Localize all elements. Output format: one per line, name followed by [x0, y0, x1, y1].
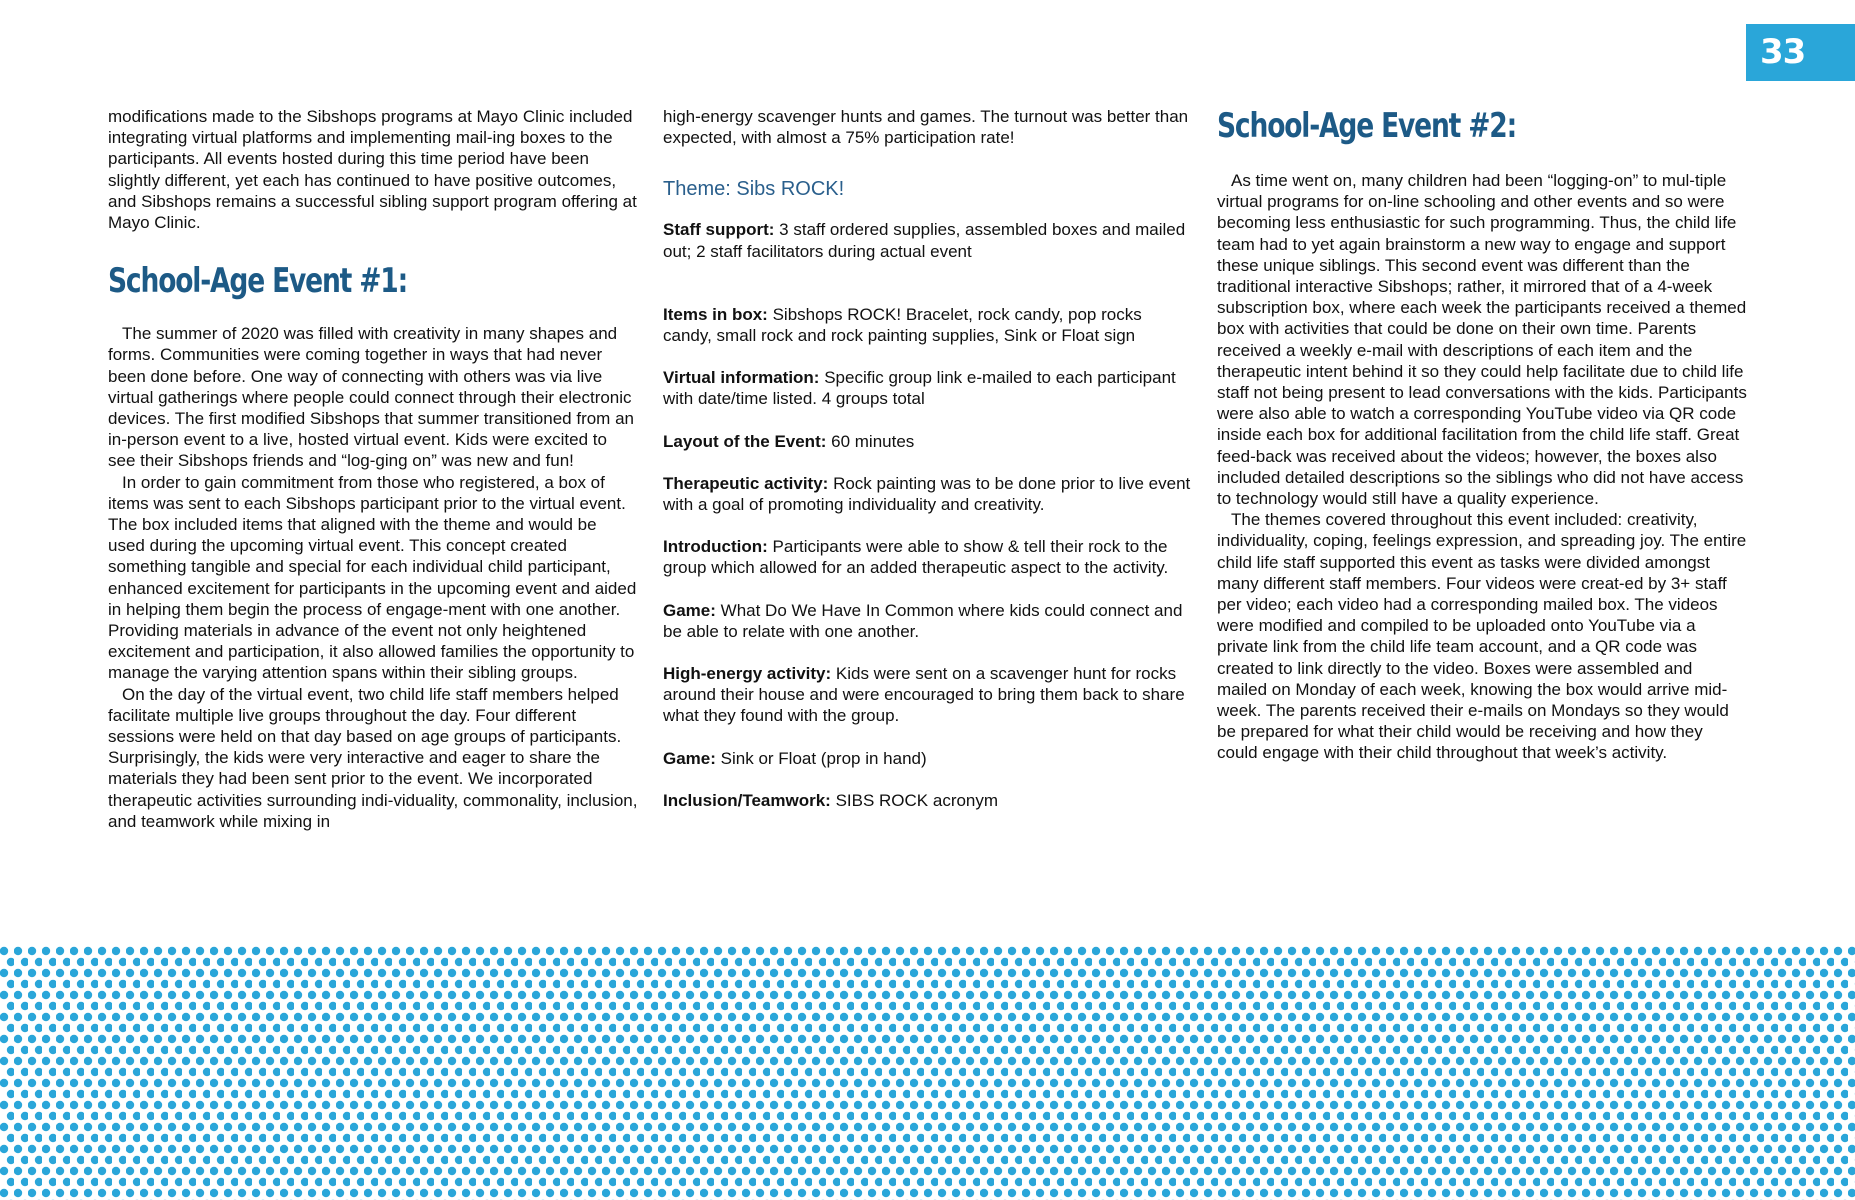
detail-item	[663, 473, 1193, 515]
detail-text: 3 staff ordered supplies, assembled boxes and mailed out; 2 staff facilitators during actual event	[663, 220, 1186, 261]
detail-text: Kids were sent on a scavenger hunt for rocks around their house and were encouraged to bring them back to share what they found with the group.	[663, 664, 1185, 726]
page-number: 33	[1746, 24, 1855, 81]
detail-item	[663, 790, 1193, 811]
detail-item	[663, 367, 1193, 409]
detail-item	[663, 663, 1193, 727]
detail-label: Layout of the Event:	[663, 431, 827, 451]
intro-paragraph: modifications made to the Sibshops programs at Mayo Clinic included integrating virtual platforms and implementing mail-ing boxes to the participants. All events hosted during this time period have been slightly different, yet each has continued to have positive outcomes, and Sibshops remains a successful sibling support program offering at Mayo Clinic.	[108, 107, 637, 233]
detail-item	[663, 304, 1193, 346]
detail-text: Sibshops ROCK! Bracelet, rock candy, pop rocks candy, small rock and rock painting supplies, Sink or Float sign	[663, 304, 1142, 346]
dot-pattern-decoration	[0, 946, 1855, 1200]
event2-paragraph-2: The themes covered throughout this event included: creativity, individuality, coping, feelings expression, and spreading joy. The entire child life staff supported this event as tasks were divided amongst many different staff members. Four videos were creat-ed by 3+ staff per video; each video had a corresponding mailed box. The videos were modified and compiled to be uploaded onto YouTube via a private link from the child life team account, and a QR code was created to link directly to the video. Boxes were assembled and mailed on Monday of each week, knowing the box would arrive mid-week. The parents received their e-mails on Mondays so they would be prepared for what their child would be receiving and how they could engage with their child throughout that week’s activity.	[1217, 510, 1747, 763]
detail-label: Game:	[663, 748, 716, 768]
event2-heading: School-Age Event #2:	[1217, 106, 1517, 146]
detail-label: Game:	[663, 600, 716, 620]
detail-text: 60 minutes	[831, 431, 915, 451]
detail-item	[663, 431, 1193, 452]
event1-paragraph-2: In order to gain commitment from those who registered, a box of items was sent to each Sibshops participant prior to the virtual event. The box included items that aligned with the theme and would be used during the upcoming virtual event. This concept created something tangible and special for each individual child participant, enhanced excitement for participants in the upcoming event and aided in helping them begin the process of engage-ment with one another. Providing materials in advance of the event not only heightened excitement and participation, it also allowed families the opportunity to manage the varying attention spans within their sibling groups.	[108, 472, 637, 683]
column-left	[108, 106, 638, 832]
detail-item	[663, 748, 1193, 769]
detail-label: Therapeutic activity:	[663, 473, 829, 493]
detail-label: Staff support:	[663, 220, 775, 240]
detail-label: Introduction:	[663, 537, 768, 557]
event1-paragraph-1: The summer of 2020 was filled with creativity in many shapes and forms. Communities were coming together in ways that had never been done before. One way of connecting with others was via live virtual gatherings where people could connect through their electronic devices. The first modified Sibshops that summer transitioned from an in-person event to a live, hosted virtual event. Kids were excited to see their Sibshops friends and “log-ging on” was new and fun!	[108, 324, 634, 471]
detail-item	[663, 536, 1193, 578]
detail-text: What Do We Have In Common where kids could connect and be able to relate with one another.	[663, 600, 1183, 641]
detail-text: Participants were able to show & tell their rock to the group which allowed for an added therapeutic aspect to the activity.	[663, 537, 1169, 578]
event2-paragraph-1: As time went on, many children had been “logging-on” to mul-tiple virtual programs for on-line schooling and other events and so were becoming less enthusiastic for such programming. Thus, the child life team had to yet again brainstorm a new way to engage and support these unique siblings. This second event was different than the traditional interactive Sibshops; rather, it mirrored that of a 4-week subscription box, where each week the participants received a themed box with activities that could be done on their own time. Parents received a weekly e-mail with descriptions of each item and the therapeutic intent behind it so they could help facilitate due to child life staff not being present to lead conversations with the kids. Participants were also able to watch a corresponding YouTube video via QR code inside each box for additional facilitation from the child life staff. Great feed-back was received about the videos; however, the boxes also included detailed descriptions so the siblings who did not have access to technology would still have a quality experience.	[1217, 171, 1747, 509]
theme-title: Theme: Sibs ROCK!	[663, 178, 845, 201]
detail-text: SIBS ROCK acronym	[835, 790, 999, 810]
detail-label: Items in box:	[663, 304, 768, 324]
detail-label: High-energy activity:	[663, 664, 832, 684]
event1-heading: School-Age Event #1:	[108, 261, 408, 302]
column-right	[1217, 106, 1747, 764]
detail-label: Virtual information:	[663, 368, 820, 388]
detail-label: Inclusion/Teamwork:	[663, 790, 831, 810]
detail-text: Sink or Float (prop in hand)	[720, 748, 927, 768]
detail-item	[663, 600, 1193, 642]
event1-paragraph-3: On the day of the virtual event, two child life staff members helped facilitate multiple live groups throughout the day. Four different sessions were held on that day based on age groups of participants. Surprisingly, the kids were very interactive and eager to share the materials they had been sent prior to the event. We incorporated therapeutic activities surrounding indi-viduality, commonality, inclusion, and teamwork while mixing in	[108, 684, 638, 831]
column-middle	[663, 106, 1193, 832]
detail-text: Rock painting was to be done prior to live event with a goal of promoting individuality and creativity.	[663, 473, 1191, 515]
continued-paragraph: high-energy scavenger hunts and games. The turnout was better than expected, with almost a 75% participation rate!	[663, 107, 1189, 148]
detail-item	[663, 219, 1193, 261]
detail-text: Specific group link e-mailed to each participant with date/time listed. 4 groups total	[663, 368, 1176, 409]
